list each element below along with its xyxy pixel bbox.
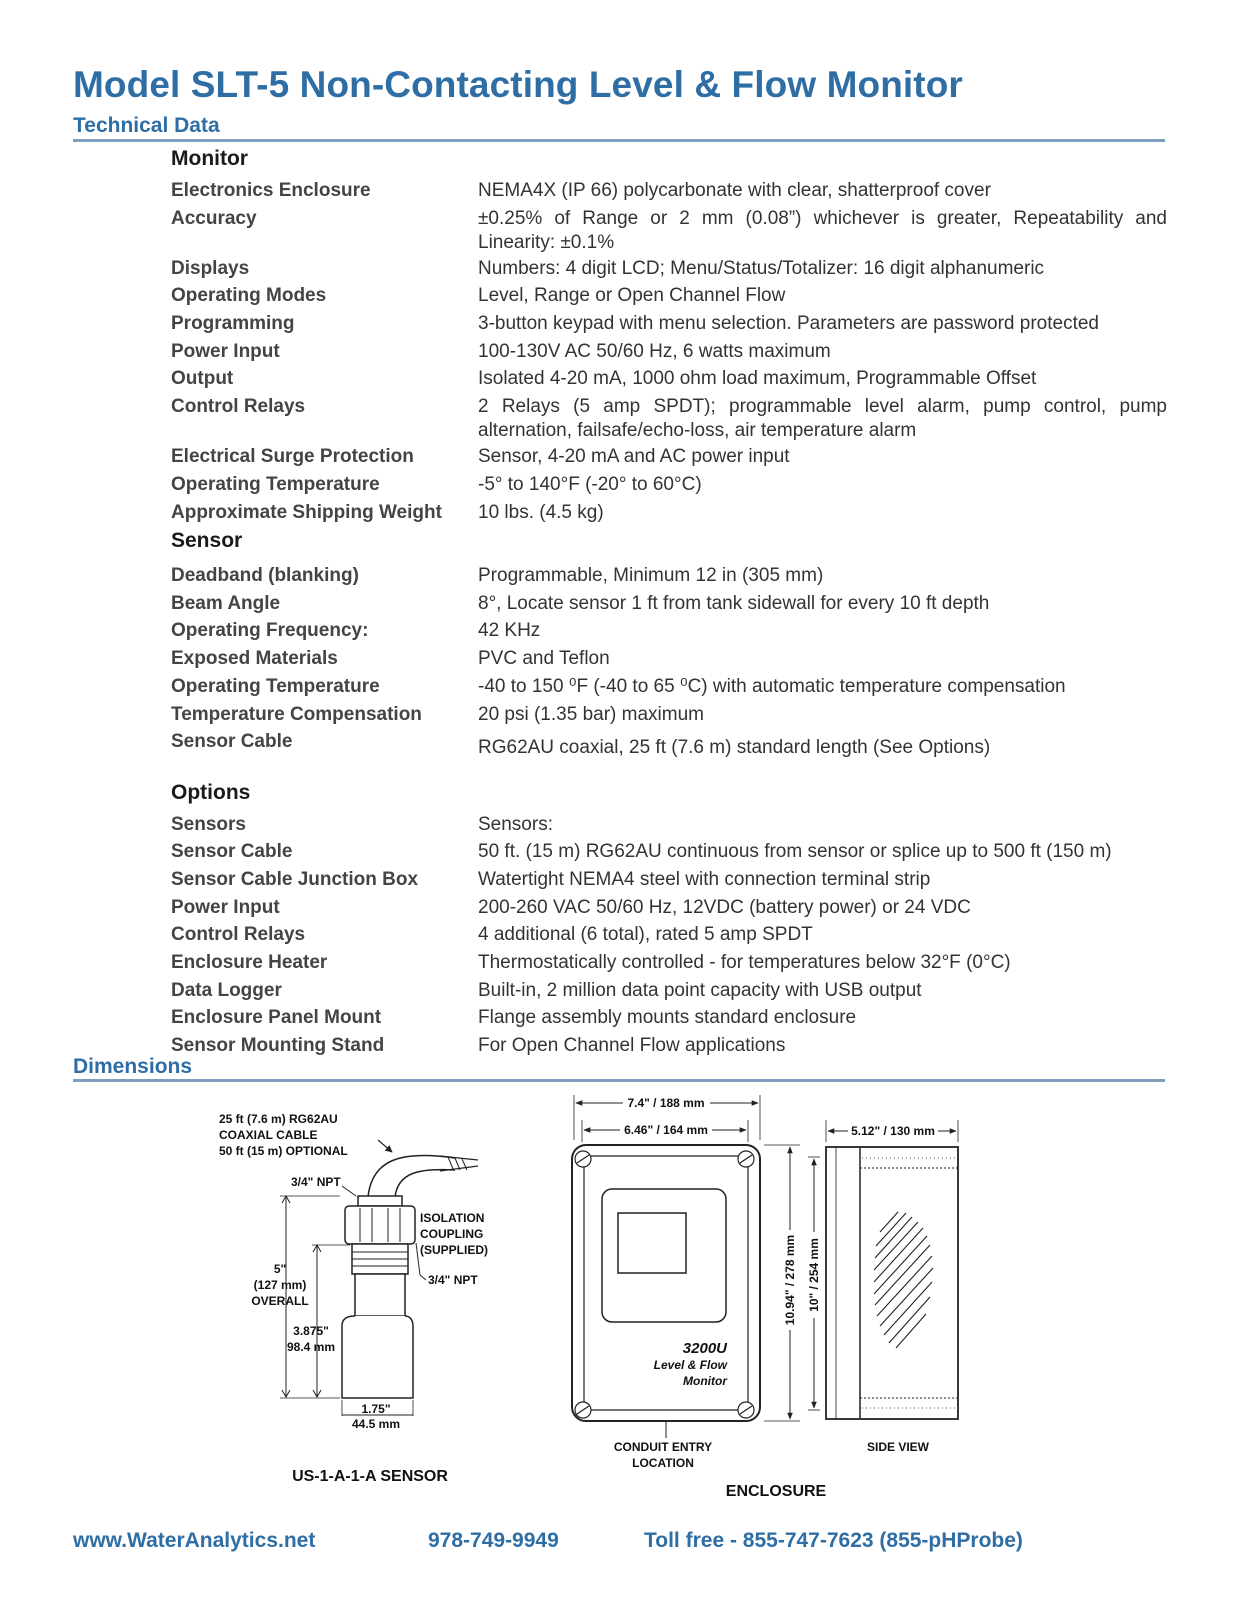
- sensor-drawing: [200, 1100, 530, 1500]
- coupling-note-line: ISOLATION: [420, 1211, 485, 1225]
- section-divider: [73, 139, 1165, 142]
- spec-label: Exposed Materials: [171, 648, 338, 669]
- spec-label: Approximate Shipping Weight: [171, 502, 442, 523]
- spec-value: -5° to 140°F (-20° to 60°C): [478, 474, 702, 495]
- spec-label: Output: [171, 368, 234, 389]
- spec-label: Beam Angle: [171, 593, 281, 614]
- spec-label: Electronics Enclosure: [171, 180, 371, 201]
- spec-value: 4 additional (6 total), rated 5 amp SPDT: [478, 924, 813, 945]
- spec-value: Isolated 4-20 mA, 1000 ohm load maximum, Programmable Offset: [478, 368, 1037, 389]
- model-label: 3200U: [682, 1340, 727, 1357]
- spec-value: 50 ft. (15 m) RG62AU continuous from sensor or splice up to 500 ft (150 m): [478, 841, 1112, 862]
- outer-width-label: 7.4" / 188 mm: [627, 1096, 705, 1110]
- spec-value: RG62AU coaxial, 25 ft (7.6 m) standard length (See Options): [478, 737, 991, 758]
- npt-top-label: 3/4" NPT: [291, 1175, 341, 1189]
- spec-label: Operating Temperature: [171, 676, 380, 697]
- depth-label: 5.12" / 130 mm: [851, 1124, 935, 1138]
- body-dim-line: 3.875": [293, 1324, 329, 1338]
- sensor-heading: Sensor: [171, 529, 243, 552]
- overall-dim-line: OVERALL: [251, 1294, 309, 1308]
- model-sub-line: Level & Flow: [653, 1358, 727, 1372]
- spec-value: Thermostatically controlled - for temperatures below 32°F (0°C): [478, 952, 1011, 973]
- width-dim-line: 44.5 mm: [351, 1417, 401, 1431]
- side-view-label: SIDE VIEW: [866, 1440, 930, 1454]
- spec-value: Flange assembly mounts standard enclosure: [478, 1007, 857, 1028]
- website-link[interactable]: www.WaterAnalytics.net: [73, 1529, 316, 1552]
- conduit-label-line: CONDUIT ENTRY: [613, 1440, 713, 1454]
- enclosure-drawing: [560, 1085, 980, 1500]
- spec-label: Operating Temperature: [171, 474, 380, 495]
- spec-label: Electrical Surge Protection: [171, 446, 414, 467]
- spec-value: 200-260 VAC 50/60 Hz, 12VDC (battery power) or 24 VDC: [478, 897, 971, 918]
- spec-value: 100-130V AC 50/60 Hz, 6 watts maximum: [478, 341, 831, 362]
- conduit-label-line: LOCATION: [632, 1456, 694, 1470]
- spec-value: Built-in, 2 million data point capacity with USB output: [478, 980, 922, 1001]
- cable-note-line: COAXIAL CABLE: [219, 1128, 318, 1142]
- spec-value: 42 KHz: [478, 620, 541, 641]
- spec-value: 20 psi (1.35 bar) maximum: [478, 704, 704, 725]
- spec-value: Numbers: 4 digit LCD; Menu/Status/Totalizer: 16 digit alphanumeric: [478, 258, 1045, 279]
- spec-label: Enclosure Panel Mount: [171, 1007, 382, 1028]
- spec-label: Control Relays: [171, 924, 306, 945]
- inner-width-label: 6.46" / 164 mm: [624, 1123, 708, 1137]
- spec-label: Operating Modes: [171, 285, 327, 306]
- sensor-caption: US-1-A-1-A SENSOR: [292, 1468, 448, 1485]
- spec-value: Sensor, 4-20 mA and AC power input: [478, 446, 790, 467]
- spec-label: Sensor Cable: [171, 841, 293, 862]
- spec-value: Level, Range or Open Channel Flow: [478, 285, 786, 306]
- spec-value: For Open Channel Flow applications: [478, 1035, 786, 1056]
- body-dim-line: 98.4 mm: [286, 1340, 336, 1354]
- width-dim-line: 1.75": [361, 1402, 391, 1416]
- technical-data-heading: Technical Data: [73, 114, 220, 137]
- section-divider: [73, 1079, 1165, 1082]
- spec-label: Enclosure Heater: [171, 952, 328, 973]
- cable-note-line: 25 ft (7.6 m) RG62AU: [219, 1112, 338, 1126]
- spec-value: PVC and Teflon: [478, 648, 610, 669]
- spec-value: 8°, Locate sensor 1 ft from tank sidewall for every 10 ft depth: [478, 593, 990, 614]
- spec-value: Sensors:: [478, 814, 553, 835]
- spec-label: Deadband (blanking): [171, 565, 359, 586]
- spec-value: 2 Relays (5 amp SPDT); programmable level alarm, pump control, pump alternation, failsafe/echo-loss, air temperature alarm: [478, 396, 1167, 441]
- inner-height-label: 10" / 254 mm: [807, 1238, 821, 1312]
- dimensions-heading: Dimensions: [73, 1055, 193, 1078]
- spec-label: Accuracy: [171, 208, 257, 229]
- options-heading: Options: [171, 781, 251, 804]
- overall-dim-line: 5": [273, 1262, 287, 1276]
- page-title: Model SLT-5 Non-Contacting Level & Flow Monitor: [73, 64, 963, 105]
- spec-value: NEMA4X (IP 66) polycarbonate with clear, shatterproof cover: [478, 180, 991, 201]
- spec-label: Temperature Compensation: [171, 704, 422, 725]
- spec-label: Power Input: [171, 341, 280, 362]
- coupling-note-line: COUPLING: [420, 1227, 484, 1241]
- spec-value: 10 lbs. (4.5 kg): [478, 502, 604, 523]
- spec-value: ±0.25% of Range or 2 mm (0.08”) whichever is greater, Repeatability and Linearity: ±0.1%: [478, 208, 1167, 253]
- tollfree-number: Toll free - 855-747-7623 (855-pHProbe): [644, 1529, 1023, 1552]
- cable-note-line: 50 ft (15 m) OPTIONAL: [219, 1144, 348, 1158]
- overall-dim-line: (127 mm): [253, 1278, 307, 1292]
- model-sub-line: Monitor: [683, 1374, 727, 1388]
- spec-label: Sensor Cable: [171, 731, 293, 752]
- spec-label: Sensors: [171, 814, 246, 835]
- spec-value: -40 to 150 ⁰F (-40 to 65 ⁰C) with automatic temperature compensation: [478, 676, 1066, 697]
- spec-value: 3-button keypad with menu selection. Parameters are password protected: [478, 313, 1099, 334]
- spec-label: Programming: [171, 313, 295, 334]
- spec-value: Programmable, Minimum 12 in (305 mm): [478, 565, 824, 586]
- spec-value: Watertight NEMA4 steel with connection terminal strip: [478, 869, 931, 890]
- spec-label: Sensor Mounting Stand: [171, 1035, 385, 1056]
- npt-side-label: 3/4" NPT: [428, 1273, 478, 1287]
- spec-label: Displays: [171, 258, 250, 279]
- coupling-note-line: (SUPPLIED): [420, 1243, 489, 1257]
- spec-label: Operating Frequency:: [171, 620, 369, 641]
- spec-label: Power Input: [171, 897, 280, 918]
- enclosure-caption: ENCLOSURE: [725, 1483, 827, 1500]
- outer-height-label: 10.94" / 278 mm: [783, 1234, 797, 1326]
- spec-label: Data Logger: [171, 980, 282, 1001]
- monitor-heading: Monitor: [171, 147, 248, 170]
- phone-number: 978-749-9949: [428, 1529, 559, 1552]
- spec-label: Control Relays: [171, 396, 306, 417]
- spec-label: Sensor Cable Junction Box: [171, 869, 419, 890]
